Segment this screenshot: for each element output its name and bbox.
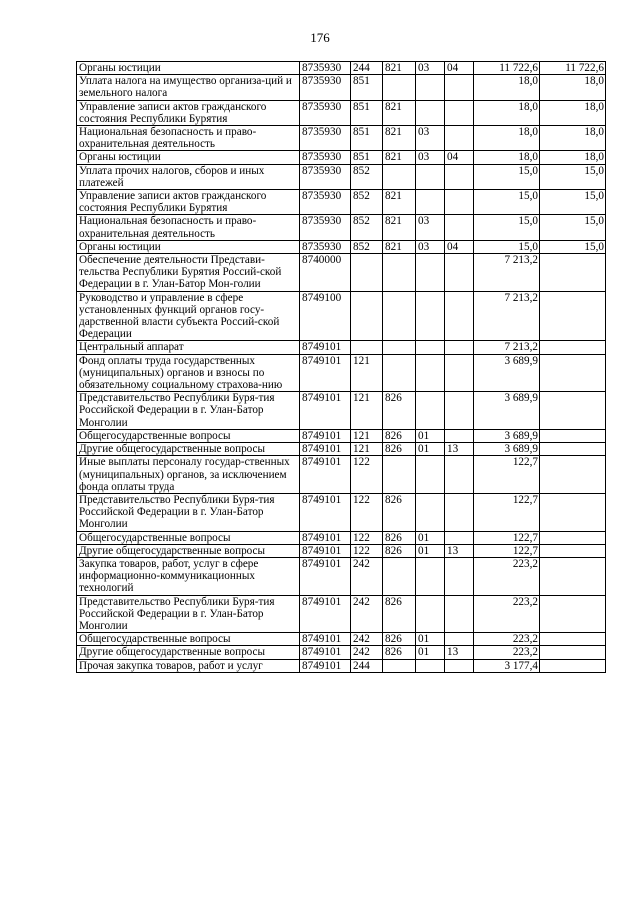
expense-type-code-cell: 121: [351, 354, 383, 392]
table-row: [77, 557, 606, 595]
amount-1-cell: 122,7: [474, 544, 540, 557]
subsection-code-cell: 13: [445, 646, 474, 659]
administrator-code-cell: 821: [383, 215, 416, 240]
target-article-code-cell: 8735930: [300, 100, 351, 125]
subsection-code-cell: [445, 493, 474, 531]
administrator-code-cell: 821: [383, 190, 416, 215]
subsection-code-cell: [445, 190, 474, 215]
administrator-code-cell: 826: [383, 595, 416, 633]
section-code-cell: [416, 100, 445, 125]
amount-1-cell: 15,0: [474, 164, 540, 189]
amount-1-cell: 223,2: [474, 633, 540, 646]
expense-type-code-cell: 852: [351, 164, 383, 189]
subsection-code-cell: [445, 659, 474, 672]
expense-type-code-cell: [351, 291, 383, 341]
expense-type-code-cell: 851: [351, 151, 383, 164]
amount-1-cell: 7 213,2: [474, 254, 540, 292]
amount-2-cell: [540, 254, 606, 292]
subsection-code-cell: [445, 215, 474, 240]
expense-type-code-cell: 242: [351, 595, 383, 633]
expense-type-code-cell: 851: [351, 100, 383, 125]
section-code-cell: [416, 190, 445, 215]
section-code-cell: 01: [416, 531, 445, 544]
section-code-cell: [416, 164, 445, 189]
item-name-cell: Представительство Республики Буря-тия Российской Федерации в г. Улан-Батор Монголии: [77, 493, 300, 531]
subsection-code-cell: 13: [445, 544, 474, 557]
section-code-cell: 01: [416, 633, 445, 646]
administrator-code-cell: 826: [383, 531, 416, 544]
amount-2-cell: [540, 392, 606, 430]
target-article-code-cell: 8735930: [300, 215, 351, 240]
table-row: [77, 392, 606, 430]
amount-1-cell: 15,0: [474, 240, 540, 253]
administrator-code-cell: 826: [383, 544, 416, 557]
item-name-cell: Общегосударственные вопросы: [77, 429, 300, 442]
amount-1-cell: 3 689,9: [474, 354, 540, 392]
amount-1-cell: 122,7: [474, 493, 540, 531]
section-code-cell: 01: [416, 544, 445, 557]
item-name-cell: Представительство Республики Буря-тия Российской Федерации в г. Улан-Батор Монголии: [77, 595, 300, 633]
item-name-cell: Национальная безопасность и право-охранительная деятельность: [77, 215, 300, 240]
table-row: [77, 100, 606, 125]
section-code-cell: [416, 341, 445, 354]
amount-2-cell: 18,0: [540, 151, 606, 164]
table-row: [77, 544, 606, 557]
target-article-code-cell: 8749101: [300, 354, 351, 392]
item-name-cell: Органы юстиции: [77, 240, 300, 253]
section-code-cell: [416, 557, 445, 595]
amount-1-cell: 122,7: [474, 456, 540, 494]
amount-1-cell: 223,2: [474, 557, 540, 595]
subsection-code-cell: [445, 126, 474, 151]
amount-1-cell: 11 722,6: [474, 62, 540, 75]
item-name-cell: Управление записи актов гражданского состояния Республики Бурятия: [77, 100, 300, 125]
expense-type-code-cell: 852: [351, 215, 383, 240]
section-code-cell: 01: [416, 443, 445, 456]
amount-2-cell: [540, 456, 606, 494]
amount-1-cell: 3 689,9: [474, 392, 540, 430]
item-name-cell: Другие общегосударственные вопросы: [77, 544, 300, 557]
amount-1-cell: 7 213,2: [474, 341, 540, 354]
expense-type-code-cell: 122: [351, 544, 383, 557]
administrator-code-cell: [383, 164, 416, 189]
amount-1-cell: 18,0: [474, 75, 540, 100]
expense-type-code-cell: 242: [351, 633, 383, 646]
target-article-code-cell: 8740000: [300, 254, 351, 292]
section-code-cell: 03: [416, 126, 445, 151]
amount-1-cell: 122,7: [474, 531, 540, 544]
amount-2-cell: [540, 544, 606, 557]
item-name-cell: Закупка товаров, работ, услуг в сфере информационно-коммуникационных технологий: [77, 557, 300, 595]
section-code-cell: [416, 392, 445, 430]
section-code-cell: [416, 291, 445, 341]
target-article-code-cell: 8749101: [300, 659, 351, 672]
amount-2-cell: [540, 531, 606, 544]
amount-2-cell: [540, 633, 606, 646]
budget-table: [76, 61, 606, 673]
item-name-cell: Иные выплаты персоналу государ-ственных (муниципальных) органов, за исключением фонда оплаты труда: [77, 456, 300, 494]
subsection-code-cell: [445, 341, 474, 354]
subsection-code-cell: [445, 392, 474, 430]
administrator-code-cell: 821: [383, 151, 416, 164]
expense-type-code-cell: 244: [351, 62, 383, 75]
table-row: [77, 164, 606, 189]
subsection-code-cell: [445, 164, 474, 189]
target-article-code-cell: 8749101: [300, 557, 351, 595]
item-name-cell: Органы юстиции: [77, 151, 300, 164]
table-row: [77, 531, 606, 544]
page-number: 176: [310, 30, 330, 45]
target-article-code-cell: 8735930: [300, 151, 351, 164]
table-row: [77, 126, 606, 151]
section-code-cell: 03: [416, 62, 445, 75]
target-article-code-cell: 8749101: [300, 531, 351, 544]
amount-2-cell: 15,0: [540, 164, 606, 189]
subsection-code-cell: [445, 354, 474, 392]
target-article-code-cell: 8749101: [300, 429, 351, 442]
section-code-cell: [416, 75, 445, 100]
table-row: [77, 659, 606, 672]
amount-2-cell: [540, 557, 606, 595]
administrator-code-cell: 826: [383, 443, 416, 456]
amount-2-cell: 15,0: [540, 240, 606, 253]
target-article-code-cell: 8735930: [300, 240, 351, 253]
target-article-code-cell: 8749101: [300, 633, 351, 646]
amount-2-cell: [540, 443, 606, 456]
table-row: [77, 633, 606, 646]
subsection-code-cell: 04: [445, 151, 474, 164]
administrator-code-cell: [383, 659, 416, 672]
administrator-code-cell: 826: [383, 633, 416, 646]
item-name-cell: Руководство и управление в сфере установленных функций органов госу-дарственной власти субъекта Россий-ской Федерации: [77, 291, 300, 341]
amount-1-cell: 223,2: [474, 595, 540, 633]
target-article-code-cell: 8749101: [300, 443, 351, 456]
section-code-cell: [416, 456, 445, 494]
section-code-cell: [416, 595, 445, 633]
item-name-cell: Фонд оплаты труда государственных (муниципальных) органов и взносы по обязательному социальному страхова-нию: [77, 354, 300, 392]
item-name-cell: Центральный аппарат: [77, 341, 300, 354]
subsection-code-cell: [445, 456, 474, 494]
subsection-code-cell: [445, 429, 474, 442]
administrator-code-cell: 826: [383, 493, 416, 531]
subsection-code-cell: [445, 531, 474, 544]
section-code-cell: 01: [416, 429, 445, 442]
item-name-cell: Прочая закупка товаров, работ и услуг: [77, 659, 300, 672]
amount-1-cell: 18,0: [474, 126, 540, 151]
administrator-code-cell: 826: [383, 429, 416, 442]
amount-2-cell: [540, 429, 606, 442]
section-code-cell: 01: [416, 646, 445, 659]
table-row: [77, 254, 606, 292]
item-name-cell: Уплата налога на имущество организа-ций и земельного налога: [77, 75, 300, 100]
target-article-code-cell: 8735930: [300, 126, 351, 151]
item-name-cell: Органы юстиции: [77, 62, 300, 75]
amount-2-cell: [540, 646, 606, 659]
amount-2-cell: 15,0: [540, 215, 606, 240]
administrator-code-cell: 826: [383, 392, 416, 430]
expense-type-code-cell: 242: [351, 557, 383, 595]
subsection-code-cell: [445, 254, 474, 292]
amount-2-cell: 11 722,6: [540, 62, 606, 75]
target-article-code-cell: 8749101: [300, 493, 351, 531]
amount-1-cell: 7 213,2: [474, 291, 540, 341]
amount-2-cell: 18,0: [540, 100, 606, 125]
section-code-cell: 03: [416, 151, 445, 164]
administrator-code-cell: 821: [383, 62, 416, 75]
amount-2-cell: 15,0: [540, 190, 606, 215]
expense-type-code-cell: [351, 254, 383, 292]
expense-type-code-cell: 851: [351, 75, 383, 100]
amount-2-cell: 18,0: [540, 75, 606, 100]
amount-2-cell: [540, 493, 606, 531]
target-article-code-cell: 8735930: [300, 164, 351, 189]
administrator-code-cell: 821: [383, 100, 416, 125]
section-code-cell: [416, 254, 445, 292]
target-article-code-cell: 8749100: [300, 291, 351, 341]
administrator-code-cell: [383, 557, 416, 595]
amount-2-cell: [540, 354, 606, 392]
amount-1-cell: 18,0: [474, 100, 540, 125]
subsection-code-cell: [445, 75, 474, 100]
expense-type-code-cell: [351, 341, 383, 354]
target-article-code-cell: 8749101: [300, 646, 351, 659]
table-body: [77, 62, 606, 673]
table-row: [77, 354, 606, 392]
expense-type-code-cell: 852: [351, 190, 383, 215]
target-article-code-cell: 8749101: [300, 341, 351, 354]
expense-type-code-cell: 121: [351, 429, 383, 442]
subsection-code-cell: 04: [445, 240, 474, 253]
target-article-code-cell: 8749101: [300, 544, 351, 557]
table-row: [77, 341, 606, 354]
administrator-code-cell: 821: [383, 126, 416, 151]
expense-type-code-cell: 122: [351, 493, 383, 531]
amount-2-cell: [540, 291, 606, 341]
section-code-cell: 03: [416, 215, 445, 240]
table-row: [77, 190, 606, 215]
amount-1-cell: 15,0: [474, 215, 540, 240]
amount-2-cell: [540, 595, 606, 633]
administrator-code-cell: [383, 291, 416, 341]
administrator-code-cell: 826: [383, 646, 416, 659]
administrator-code-cell: [383, 75, 416, 100]
target-article-code-cell: 8735930: [300, 75, 351, 100]
table-row: [77, 151, 606, 164]
amount-2-cell: 18,0: [540, 126, 606, 151]
expense-type-code-cell: 122: [351, 456, 383, 494]
expense-type-code-cell: 244: [351, 659, 383, 672]
expense-type-code-cell: 852: [351, 240, 383, 253]
item-name-cell: Представительство Республики Буря-тия Российской Федерации в г. Улан-Батор Монголии: [77, 392, 300, 430]
administrator-code-cell: [383, 254, 416, 292]
item-name-cell: Уплата прочих налогов, сборов и иных платежей: [77, 164, 300, 189]
amount-1-cell: 15,0: [474, 190, 540, 215]
target-article-code-cell: 8749101: [300, 456, 351, 494]
expense-type-code-cell: 851: [351, 126, 383, 151]
item-name-cell: Национальная безопасность и право-охранительная деятельность: [77, 126, 300, 151]
section-code-cell: 03: [416, 240, 445, 253]
target-article-code-cell: 8749101: [300, 595, 351, 633]
item-name-cell: Общегосударственные вопросы: [77, 531, 300, 544]
target-article-code-cell: 8735930: [300, 62, 351, 75]
table-row: [77, 75, 606, 100]
table-row: [77, 62, 606, 75]
table-row: [77, 595, 606, 633]
item-name-cell: Обеспечение деятельности Представи-тельства Республики Бурятия Россий-ской Федерации в г. Улан-Батор Мон-голии: [77, 254, 300, 292]
amount-2-cell: [540, 659, 606, 672]
subsection-code-cell: [445, 291, 474, 341]
amount-1-cell: 3 177,4: [474, 659, 540, 672]
amount-1-cell: 223,2: [474, 646, 540, 659]
item-name-cell: Управление записи актов гражданского состояния Республики Бурятия: [77, 190, 300, 215]
administrator-code-cell: [383, 341, 416, 354]
amount-1-cell: 18,0: [474, 151, 540, 164]
item-name-cell: Другие общегосударственные вопросы: [77, 646, 300, 659]
table-row: [77, 291, 606, 341]
table-row: [77, 215, 606, 240]
subsection-code-cell: [445, 595, 474, 633]
section-code-cell: [416, 659, 445, 672]
subsection-code-cell: [445, 633, 474, 646]
expense-type-code-cell: 121: [351, 392, 383, 430]
expense-type-code-cell: 242: [351, 646, 383, 659]
amount-1-cell: 3 689,9: [474, 429, 540, 442]
table-row: [77, 443, 606, 456]
subsection-code-cell: 04: [445, 62, 474, 75]
section-code-cell: [416, 493, 445, 531]
table-row: [77, 646, 606, 659]
administrator-code-cell: 821: [383, 240, 416, 253]
expense-type-code-cell: 122: [351, 531, 383, 544]
item-name-cell: Другие общегосударственные вопросы: [77, 443, 300, 456]
table-row: [77, 240, 606, 253]
administrator-code-cell: [383, 456, 416, 494]
administrator-code-cell: [383, 354, 416, 392]
table-row: [77, 429, 606, 442]
table-row: [77, 456, 606, 494]
subsection-code-cell: [445, 557, 474, 595]
expense-type-code-cell: 121: [351, 443, 383, 456]
amount-1-cell: 3 689,9: [474, 443, 540, 456]
target-article-code-cell: 8749101: [300, 392, 351, 430]
table-row: [77, 493, 606, 531]
item-name-cell: Общегосударственные вопросы: [77, 633, 300, 646]
subsection-code-cell: 13: [445, 443, 474, 456]
target-article-code-cell: 8735930: [300, 190, 351, 215]
section-code-cell: [416, 354, 445, 392]
amount-2-cell: [540, 341, 606, 354]
subsection-code-cell: [445, 100, 474, 125]
